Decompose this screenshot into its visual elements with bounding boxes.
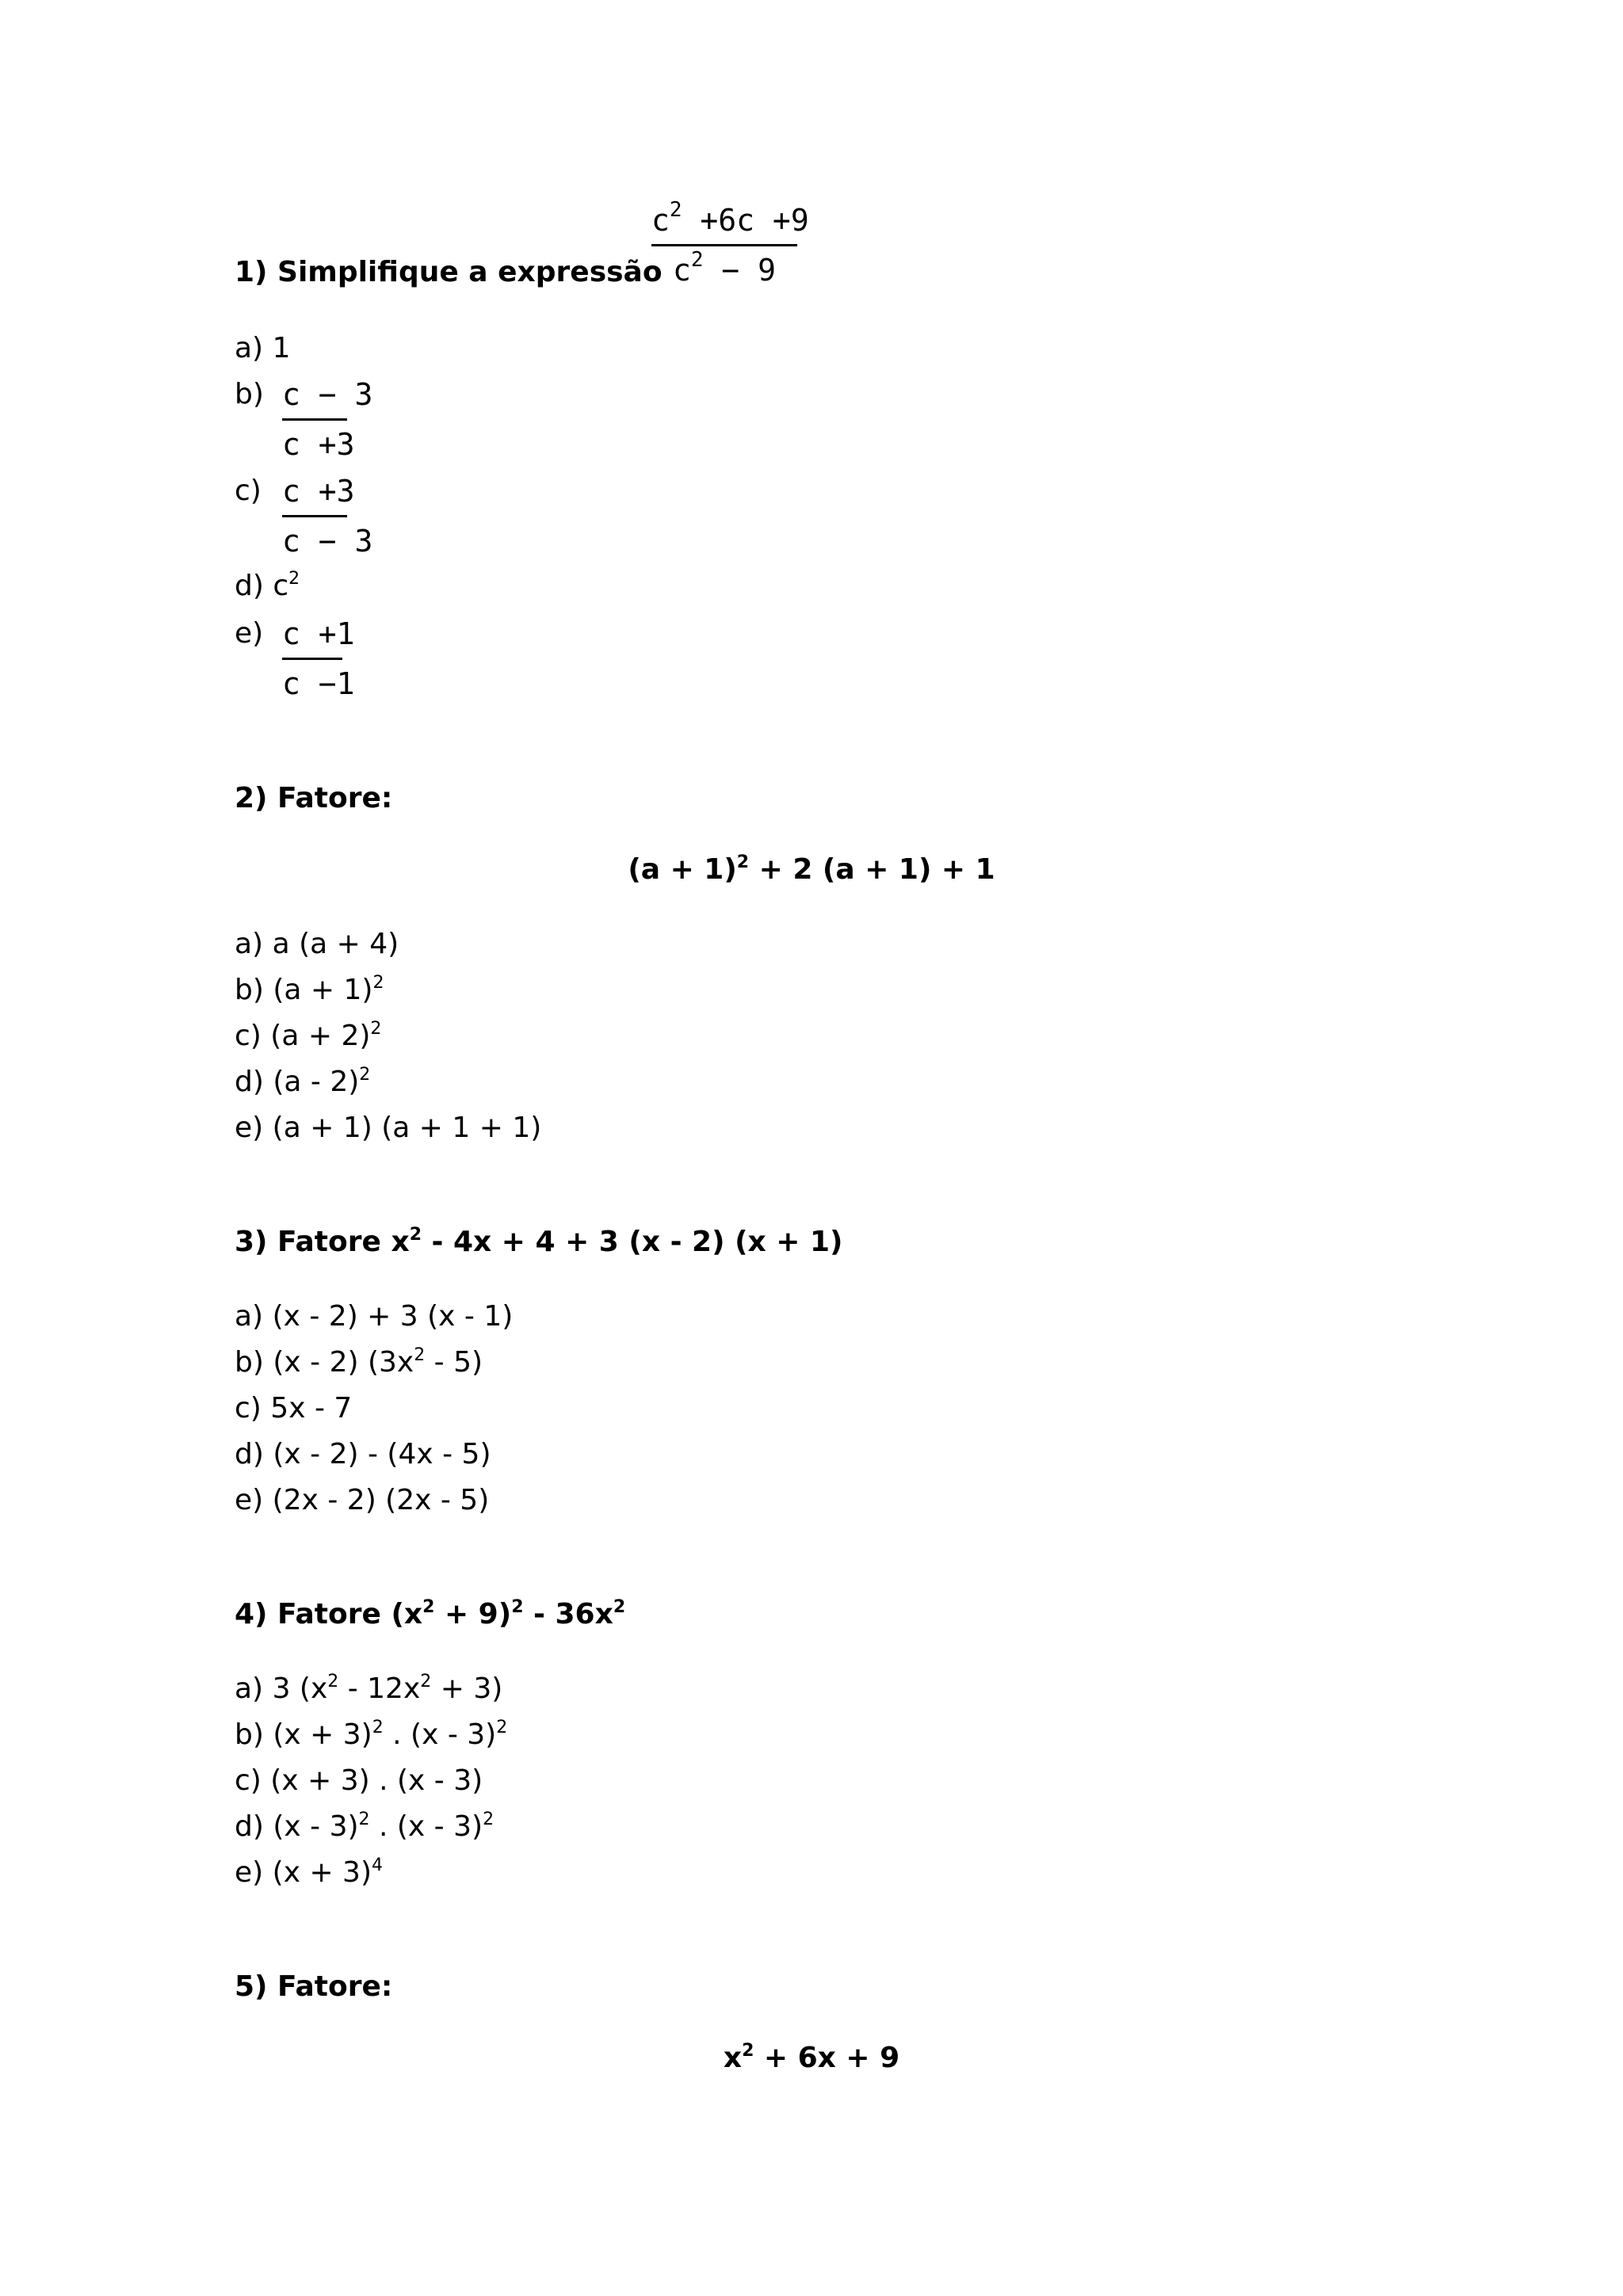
q1-option-e-numerator: c +1 xyxy=(282,616,355,651)
q1-option-c-bar xyxy=(282,515,347,517)
q1-option-b-bar xyxy=(282,418,347,421)
q2-title: 2) Fatore: xyxy=(235,782,393,814)
q1-option-c-denominator: c − 3 xyxy=(282,524,373,559)
q4-option-a: a) 3 $(x^2 - 12x^2 + 3)$ xyxy=(235,1672,503,1705)
q1-option-a: a) 1 xyxy=(235,332,291,364)
q1-option-c-numerator: c +3 xyxy=(282,474,355,509)
q1-option-e-bar xyxy=(282,658,342,660)
q1-option-d: d) $c^2$ xyxy=(235,569,300,602)
q4-option-d: d) (x - 3)$^2$ . (x - 3)$^2$ xyxy=(235,1810,495,1843)
q1-option-b-label: b) xyxy=(235,378,264,410)
q1-option-e-label: e) xyxy=(235,617,264,650)
q2-option-c: c) $(a + 2)^2$ xyxy=(235,1019,382,1052)
q3-option-b: b) (x - 2) $(3x^2 - 5)$ xyxy=(235,1345,483,1379)
q3-option-e: e) (2x - 2) (2x - 5) xyxy=(235,1484,490,1516)
q1-option-c xyxy=(282,472,373,560)
q1-option-c-label: c) xyxy=(235,475,262,507)
q2-option-a: a) a (a + 4) xyxy=(235,928,399,960)
q1-expression xyxy=(651,198,809,289)
q5-expression: $x^2 + 6x + 9$ xyxy=(723,2041,900,2074)
q4-option-e: e) $(x + 3)^4$ xyxy=(235,1855,384,1889)
q3-option-c: c) 5x - 7 xyxy=(235,1392,353,1425)
q1-title: 1) Simplifique a expressão xyxy=(235,256,663,288)
q4-option-b: b) $(x + 3)^2$ . (x - 3)$^2$ xyxy=(235,1718,508,1751)
q1-expression-numerator: $c^2 +6c +9$ xyxy=(651,198,809,238)
q1-fraction-bar xyxy=(651,244,797,246)
q4-option-c: c) (x + 3) . (x - 3) xyxy=(235,1764,483,1797)
q3-option-a: a) (x - 2) + 3 (x - 1) xyxy=(235,1300,514,1333)
q1-option-e-denominator: c −1 xyxy=(282,666,355,701)
q2-option-e: e) (a + 1) (a + 1 + 1) xyxy=(235,1112,542,1144)
q4-title: 4) Fatore $(x^2 + 9)^2 - 36x^2$ xyxy=(235,1597,626,1630)
q3-title: 3) Fatore $x^2 - 4x + 4 + 3$ (x - 2) (x + 1) xyxy=(235,1225,843,1258)
q1-option-b-numerator: c − 3 xyxy=(282,377,373,412)
q1-option-b-denominator: c +3 xyxy=(282,427,355,462)
q2-option-b: b) $(a + 1)^2$ xyxy=(235,973,384,1006)
q2-expression: $(a + 1)^2 + 2$ (a + 1) + 1 xyxy=(628,852,995,886)
q1-expression-denominator: $c^2 - 9$ xyxy=(672,248,777,288)
q5-title: 5) Fatore: xyxy=(235,1970,393,2003)
q2-option-d: d) (a - 2)$^2$ xyxy=(235,1065,371,1098)
q3-option-d: d) (x - 2) - (4x - 5) xyxy=(235,1438,491,1470)
q1-option-e xyxy=(282,615,355,703)
q1-option-b xyxy=(282,376,373,463)
